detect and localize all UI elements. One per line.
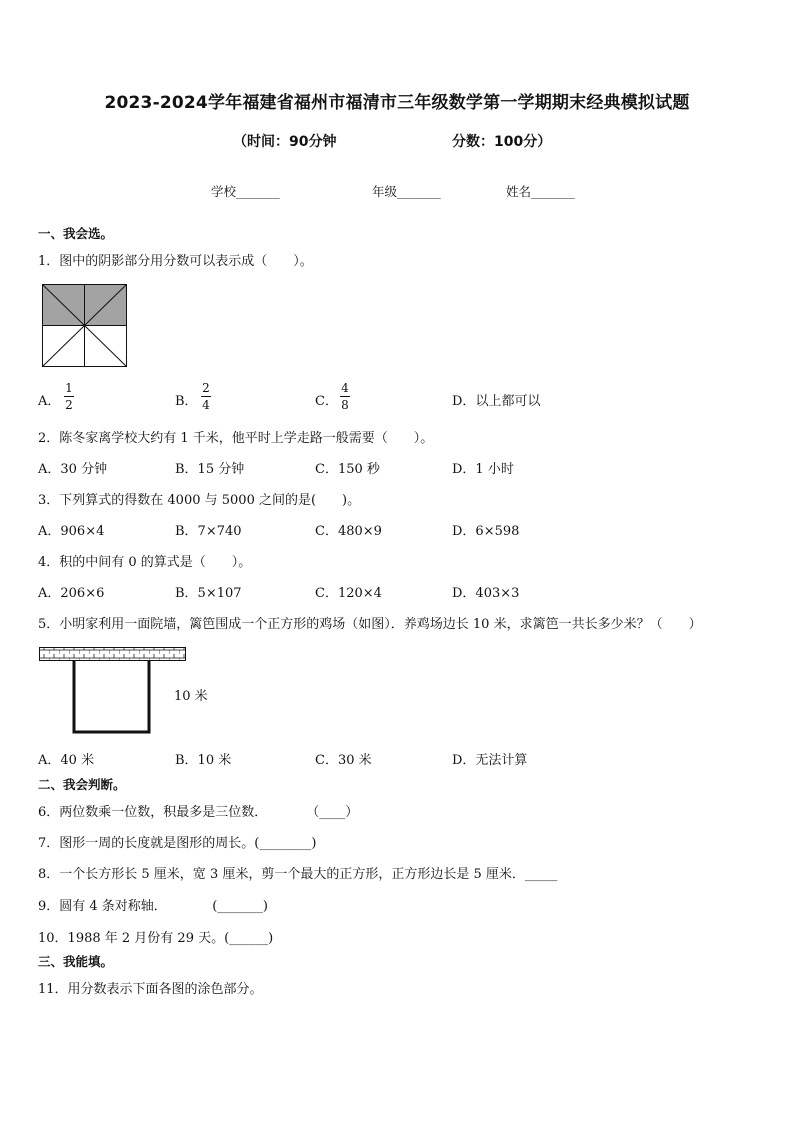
school-field: 学校_______ [211,184,280,199]
q2-option-b[interactable]: B．15 分钟 [175,462,245,477]
q4-option-b[interactable]: B．5×107 [175,586,242,601]
q3-option-b[interactable]: B．7×740 [175,524,242,539]
q1-option-d[interactable] [452,390,540,409]
shaded-square-figure [42,284,128,368]
chicken-yard-figure [39,646,187,734]
q4-option-a[interactable]: A．206×6 [38,586,105,601]
q3-option-a[interactable]: A．906×4 [38,524,105,539]
q1-option-c-letter[interactable]: C． [315,394,338,409]
q1-option-c-fraction [340,381,350,412]
question-2: 2．陈冬家离学校大约有 1 千米，他平时上学走路一般需要（ ）。 [38,431,434,446]
section-heading: 二、我会判断。 [38,777,126,792]
question-11: 11．用分数表示下面各图的涂色部分。 [38,982,263,997]
exam-time: （时间：90分钟 [233,134,337,150]
question-5: 5．小明家利用一面院墙，篱笆围成一个正方形的鸡场（如图）．养鸡场边长 10 米，求篱笆一共长多少米？（ ） [38,617,702,632]
numerator: 2 [202,381,210,395]
fence [74,661,149,732]
section-heading: 三、我能填。 [38,954,114,969]
numerator: 4 [341,381,349,395]
q2-option-a[interactable]: A．30 分钟 [38,462,108,477]
q4-option-c[interactable]: C．120×4 [315,586,382,601]
denominator: 2 [65,398,73,412]
q5-option-c[interactable]: C．30 米 [315,753,372,768]
q2-option-c[interactable]: C．150 秒 [315,462,380,477]
page-title: 2023-2024学年福建省福州市福清市三年级数学第一学期期末经典模拟试题 [104,93,690,113]
q5-option-a[interactable]: A．40 米 [38,753,95,768]
question-7: 7．图形一周的长度就是图形的周长。(________) [38,836,317,851]
question-3: 3．下列算式的得数在 4000 与 5000 之间的是( )。 [38,493,361,508]
wall-icon [40,648,186,661]
exam-score: 分数：100分） [452,134,552,150]
q4-option-d[interactable]: D．403×3 [452,586,520,601]
q3-option-d[interactable]: D．6×598 [452,524,520,539]
q1-option-b-fraction [201,381,211,412]
q2-option-d[interactable]: D．1 小时 [452,462,514,477]
figure-length-label: 10 米 [174,689,208,704]
q1-option-b-letter[interactable]: B． [175,394,198,409]
name-field: 姓名_______ [506,184,575,199]
q5-option-d[interactable]: D．无法计算 [452,753,528,768]
q5-option-b[interactable]: B．10 米 [175,753,232,768]
question-10: 10．1988 年 2 月份有 29 天。(______) [38,931,274,946]
q3-option-c[interactable]: C．480×9 [315,524,382,539]
grade-field: 年级_______ [372,184,441,199]
question-1: 1．图中的阴影部分用分数可以表示成（ ）。 [38,254,313,269]
question-8: 8．一个长方形长 5 厘米，宽 3 厘米，剪一个最大的正方形，正方形边长是 5 厘米．_____ [38,867,558,882]
denominator: 8 [341,398,349,412]
question-9: 9．圆有 4 条对称轴． (_______) [38,899,268,914]
question-4: 4．积的中间有 0 的算式是（ ）。 [38,555,252,570]
section-heading: 一、我会选。 [38,226,114,241]
denominator: 4 [202,398,210,412]
q1-option-a-fraction [64,381,74,412]
option-letter: D． [452,394,476,409]
q1-option-a-letter[interactable]: A． [38,394,61,409]
numerator: 1 [65,381,73,395]
option-text: 以上都可以 [475,394,541,409]
question-6: 6．两位数乘一位数，积最多是三位数． （____） [38,805,359,820]
